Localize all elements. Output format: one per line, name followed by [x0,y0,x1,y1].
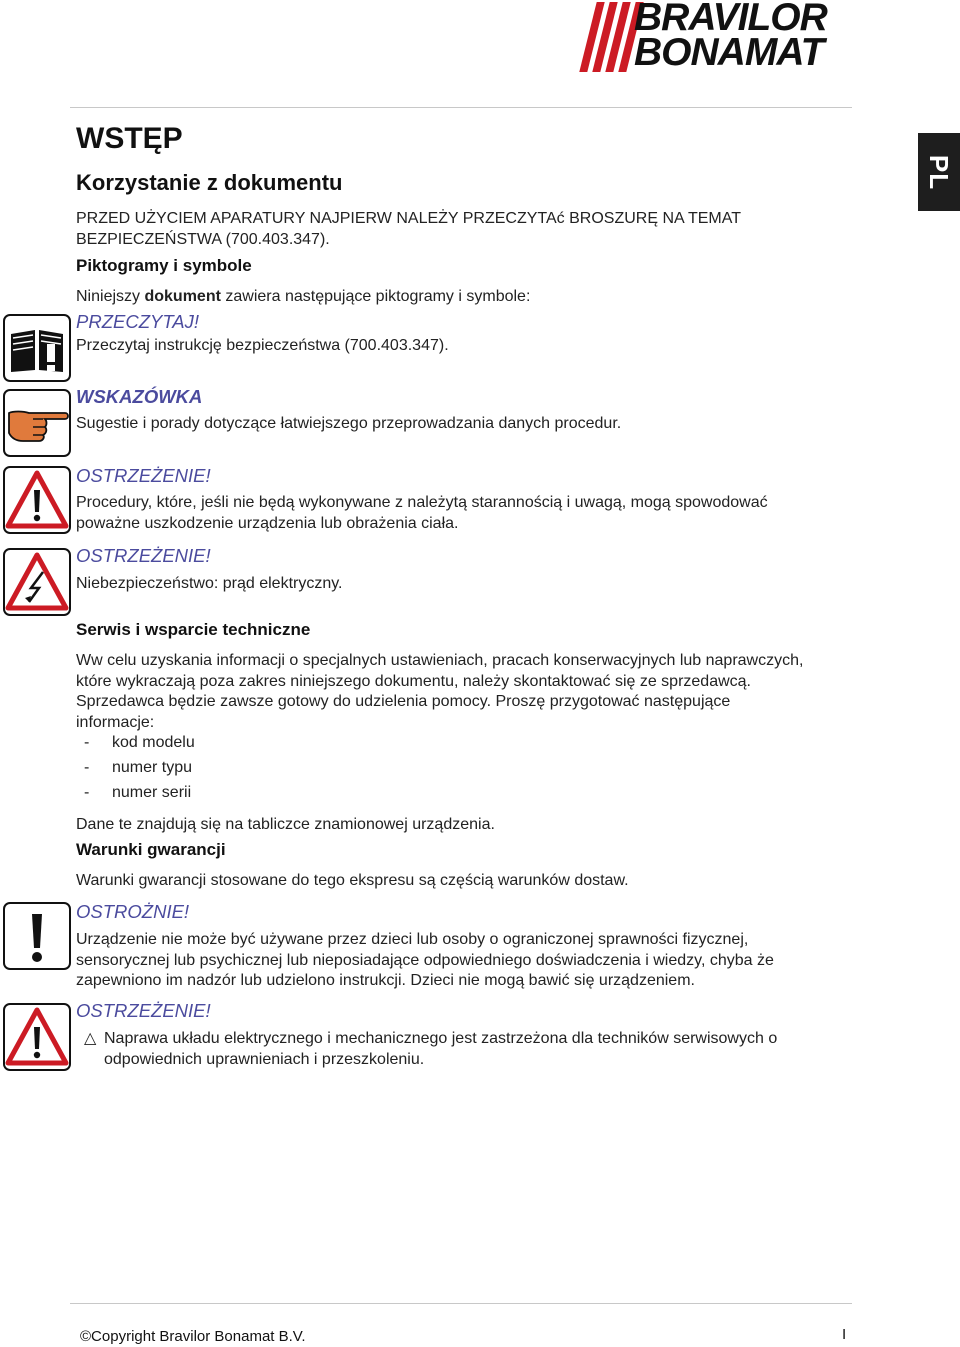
hint-text: Sugestie i porady dotyczące łatwiejszego przeprowadzania danych procedur. [76,415,622,432]
warning-title: OSTRZEŻENIE! [76,465,211,486]
service-paragraph [76,651,876,733]
pictograms-intro-bold: dokument [144,288,221,305]
caution-text [76,930,876,992]
service-line: które wykraczają poza zakres niniejszego dokumentu, należy skontaktować się ze sprzedawcą. [76,672,751,690]
list-item-text: numer typu [112,759,193,776]
list-dash: - [84,784,90,801]
brand-logo [582,2,854,72]
warning-text [76,493,836,534]
service-closing: Dane te znajdują się na tabliczce znamionowej urządzenia. [76,816,495,833]
caution-title: OSTROŻNIE! [76,901,190,922]
read-title: PRZECZYTAJ! [76,311,199,332]
service-line: Sprzedawca będzie zawsze gotowy do udzielenia pomocy. Proszę przygotować następujące [76,693,731,710]
list-item-text: numer serii [112,784,192,801]
pictograms-intro-post: zawiera następujące piktogramy i symbole: [220,288,531,305]
caution-line: Urządzenie nie może być używane przez dzieci lub osoby o ograniczonej sprawności fizycznej, [76,931,749,948]
pictograms-intro-pre: Niniejszy [76,288,145,305]
list-dash: - [84,734,90,751]
hint-title: WSKAZÓWKA [76,386,203,407]
electric-warning-title: OSTRZEŻENIE! [76,545,211,566]
service-line: Ww celu uzyskania informacji o specjalnych ustawieniach, pracach konserwacyjnych lub naprawczych, [76,652,804,669]
pictograms-intro [76,287,530,308]
caution-exclamation-icon [3,902,71,970]
section-heading-using: Korzystanie z dokumentu [76,170,343,195]
triangle-bullet-icon: △ [84,1030,97,1047]
list-dash: - [84,759,90,776]
footer-rule [70,1303,852,1304]
repair-warning-title: OSTRZEŻENIE! [76,1000,211,1021]
list-item-text: kod modelu [112,734,195,751]
warning-text-line: poważne uszkodzenie urządzenia lub obrażenia ciała. [76,514,459,532]
service-line: informacje: [76,713,155,731]
intro-paragraph [76,209,836,250]
list-item [84,783,384,808]
logo-stripes [582,2,640,72]
list-item [84,758,384,783]
list-item [84,733,384,758]
repair-warning-line: odpowiednich uprawnieniach i przeszkoleniu. [104,1050,425,1068]
copyright: ©Copyright Bravilor Bonamat B.V. [80,1328,306,1345]
read-text: Przeczytaj instrukcję bezpieczeństwa (700.403.347). [76,337,449,354]
warning-text-line: Procedury, które, jeśli nie będą wykonywane z należytą starannością i uwagą, mogą spowodować [76,494,768,511]
caution-line: sensorycznej lub psychicznej lub nieposiadające odpowiedniego doświadczenia i wiedzy, chyba że [76,951,774,969]
header-rule [70,107,852,108]
caution-line: zapewniono im nadzór lub udzielono instrukcji. Dzieci nie mogą bawić się urządzeniem. [76,972,695,989]
intro-line: BEZPIECZEŃSTWA (700.403.347). [76,230,330,248]
intro-line: PRZED UŻYCIEM APARATURY NAJPIERW NALEŻY PRZECZYTAć BROSZURĘ NA TEMAT [76,210,741,227]
page-title: WSTĘP [76,122,183,155]
electric-hazard-icon [3,548,71,616]
logo-line-1: BRAVILOR [634,0,827,39]
repair-warning-line: Naprawa układu elektrycznego i mechanicznego jest zastrzeżona dla techników serwisowych o [104,1030,778,1047]
warning-triangle-icon [3,466,71,534]
pointing-hand-icon [3,389,71,457]
warning-triangle-icon [3,1003,71,1071]
service-heading: Serwis i wsparcie techniczne [76,620,311,639]
pictograms-heading: Piktogramy i symbole [76,256,252,275]
warranty-heading: Warunki gwarancji [76,840,226,859]
language-tab-label: PL [924,154,955,190]
electric-warning-text: Niebezpieczeństwo: prąd elektryczny. [76,575,343,592]
logo-text [634,0,854,74]
warranty-text: Warunki gwarancji stosowane do tego ekspresu są częścią warunków dostaw. [76,872,629,889]
logo-line-2: BONAMAT [634,31,824,74]
page-number: I [842,1326,847,1343]
language-tab [918,133,960,211]
repair-warning-text [84,1029,864,1070]
service-info-list [84,733,384,808]
book-icon [3,314,71,382]
